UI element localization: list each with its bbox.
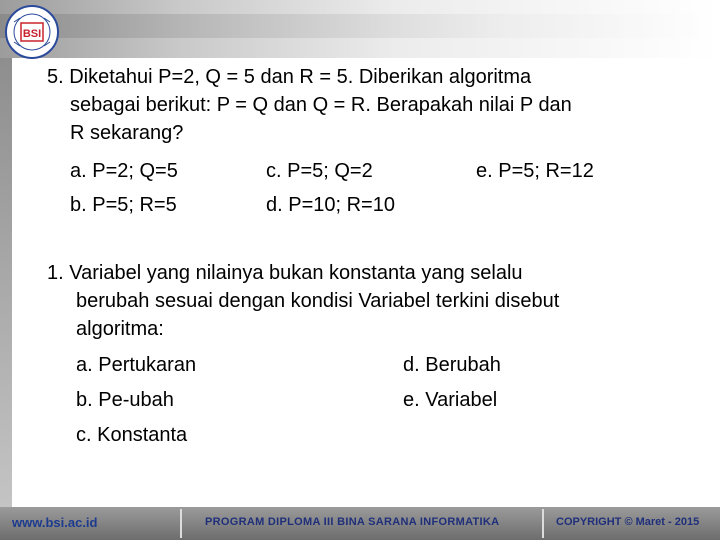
q1-option-e: e. Variabel — [403, 389, 498, 411]
q5-line2: sebagai berikut: P = Q dan Q = R. Berapakah nilai P dan — [70, 94, 572, 116]
footer-divider — [180, 509, 182, 538]
svg-text:BSI: BSI — [22, 28, 42, 40]
footer-bar — [0, 507, 720, 540]
footer-website: www.bsi.ac.id — [12, 515, 98, 530]
q1-line3: algoritma: — [76, 318, 164, 340]
q1-line2: berubah sesuai dengan kondisi Variabel terkini disebut — [76, 290, 560, 312]
q5-option-c: c. P=5; Q=2 — [266, 160, 373, 182]
q5-option-b: b. P=5; R=5 — [70, 194, 177, 216]
footer-divider — [542, 509, 544, 538]
footer-copyright: COPYRIGHT © Maret - 2015 — [556, 516, 700, 528]
q1-option-b: b. Pe-ubah — [76, 389, 174, 411]
q1-line1: 1. Variabel yang nilainya bukan konstanta yang selalu — [47, 262, 523, 284]
q1-option-d: d. Berubah — [403, 354, 501, 376]
footer-program: PROGRAM DIPLOMA III BINA SARANA INFORMATIKA — [205, 516, 500, 528]
q1-option-c: c. Konstanta — [76, 424, 188, 446]
q5-option-e: e. P=5; R=12 — [476, 160, 594, 182]
q5-line1: 5. Diketahui P=2, Q = 5 dan R = 5. Diberikan algoritma — [47, 66, 532, 88]
q5-option-a: a. P=2; Q=5 — [70, 160, 178, 182]
q5-option-d: d. P=10; R=10 — [266, 194, 395, 216]
q1-option-a: a. Pertukaran — [76, 354, 197, 376]
q5-line3: R sekarang? — [70, 122, 184, 144]
